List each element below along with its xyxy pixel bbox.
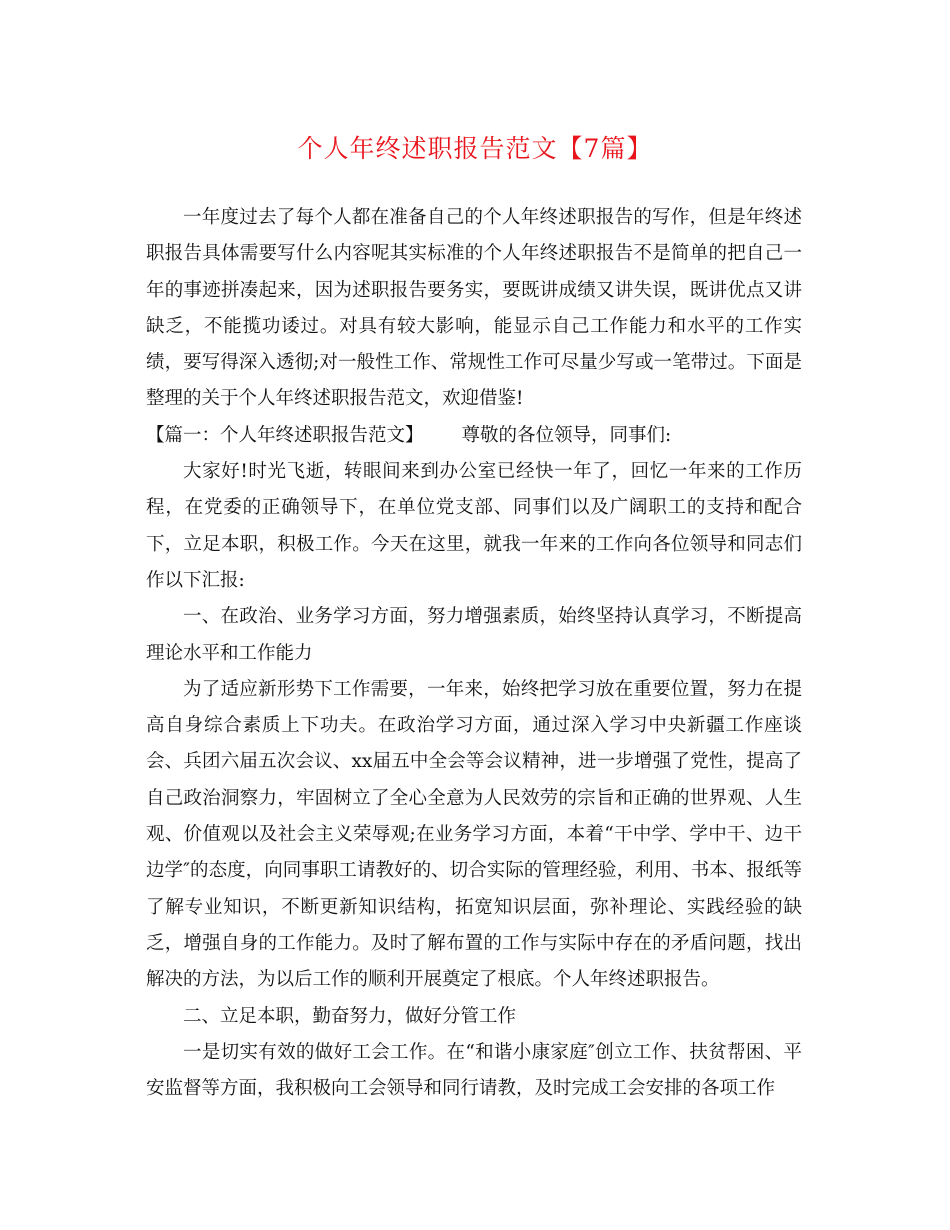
subheading-two: 二、立足本职，勤奋努力，做好分管工作: [183, 1005, 517, 1027]
paragraph-greeting: 大家好!时光飞逝，转眼间来到办公室已经快一年了，回忆一年来的工作历程，在党委的正确领导下，在单位党支部、同事们以及广阔职工的支持和配合下，立足本职，积极工作。今天在这里，就我一年来的工作向各位领导和同志们作以下汇报:: [146, 461, 802, 591]
paragraph-union-work: 一是切实有效的做好工会工作。在“和谐小康家庭″创立工作、扶贫帮困、平安监督等方面，我积极向工会领导和同行请教，及时完成工会安排的各项工作: [146, 1041, 802, 1100]
intro-paragraph: 一年度过去了每个人都在准备自己的个人年终述职报告的写作，但是年终述职报告具体需要写什么内容呢其实标准的个人年终述职报告不是简单的把自己一年的事迹拼凑起来，因为述职报告要务实，要既讲成绩又讲失误，既讲优点又讲缺乏，不能揽功诿过。对具有较大影响，能显示自己工作能力和水平的工作实绩，要写得深入透彻;对一般性工作、常规性工作可尽量少写或一笔带过。下面是整理的关于个人年终述职报告范文，欢迎借鉴!: [146, 207, 802, 410]
section-heading-line: [146, 418, 802, 454]
document-body: [146, 200, 802, 1107]
subheading-one: 一、在政治、业务学习方面，努力增强素质，始终坚持认真学习，不断提高理论水平和工作能力: [146, 606, 802, 664]
section-heading: 【篇一：个人年终述职报告范文】: [146, 424, 424, 446]
paragraph-study: 为了适应新形势下工作需要，一年来，始终把学习放在重要位置，努力在提高自身综合素质上下功夫。在政治学习方面，通过深入学习中央新疆工作座谈会、兵团六届五次会议、xx届五中全会等会议精神，进一步增强了党性，提高了自己政治洞察力，牢固树立了全心全意为人民效劳的宗旨和正确的世界观、人生观、价值观以及社会主义荣辱观;在业务学习方面，本着“干中学、学中干、边干边学″的态度，向同事职工请教好的、切合实际的管理经验，利用、书本、报纸等了解专业知识，不断更新知识结构，拓宽知识层面，弥补理论、实践经验的缺乏，增强自身的工作能力。及时了解布置的工作与实际中存在的矛盾问题，找出解决的方法，为以后工作的顺利开展奠定了根底。个人年终述职报告。: [146, 678, 802, 991]
salutation: 尊敬的各位领导，同事们:: [461, 424, 672, 446]
document-title: 个人年终述职报告范文【7篇】: [297, 134, 653, 163]
